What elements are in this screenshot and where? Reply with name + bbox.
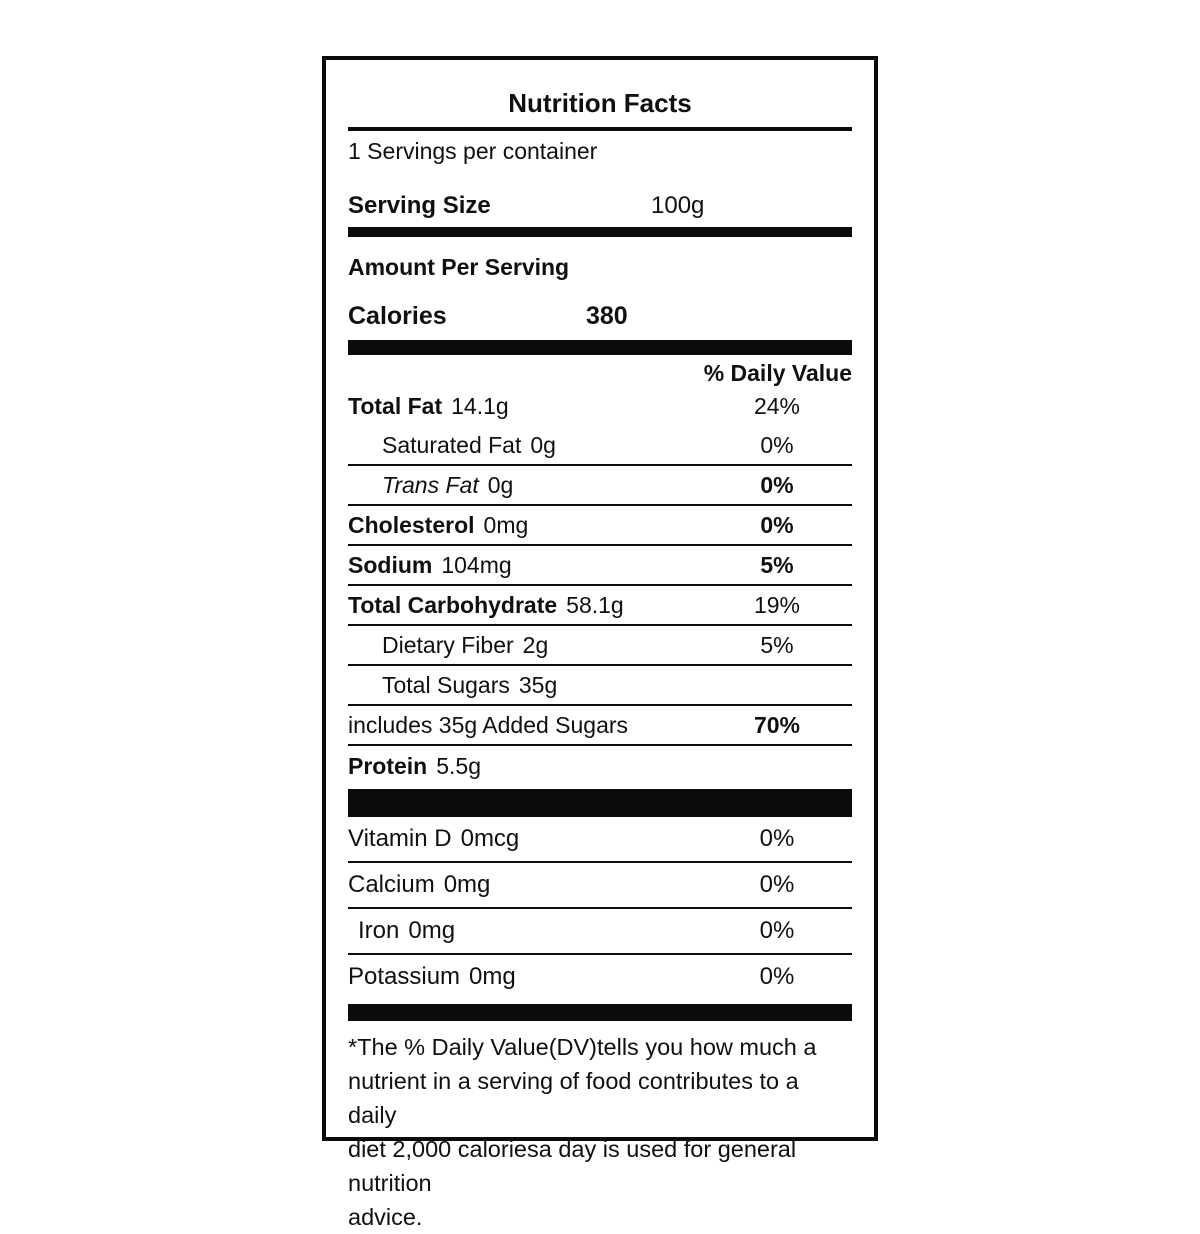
vitamin-percent: 0% [759, 871, 795, 898]
label-title: Nutrition Facts [508, 88, 692, 118]
nutrient-name: Protein [348, 752, 428, 779]
nutrient-percent: 0% [760, 511, 794, 538]
footnote-line: *The % Daily Value(DV)tells you how much a [348, 1034, 817, 1060]
vitamin-percent: 0% [759, 917, 795, 944]
divider-bar-vitamins [348, 1004, 852, 1021]
nutrient-percent: 19% [753, 591, 801, 618]
nutrient-row-sodium [348, 546, 852, 586]
nutrient-amount: 0g [487, 471, 514, 498]
nutrient-row-total-carbohydrate [348, 586, 852, 626]
amount-per-serving-label: Amount Per Serving [348, 254, 570, 280]
vitamin-row-iron [348, 909, 852, 955]
nutrient-row-trans-fat [348, 466, 852, 506]
calories-row [348, 302, 852, 331]
daily-value-footnote [348, 1030, 852, 1234]
nutrient-amount: 2g [522, 631, 549, 658]
serving-size-label: Serving Size [348, 192, 491, 219]
nutrient-name: includes 35g Added Sugars [348, 711, 629, 738]
nutrient-amount: 0mg [483, 511, 529, 538]
nutrient-name: Dietary Fiber [382, 631, 514, 658]
nutrient-percent: 5% [760, 631, 794, 658]
vitamin-row-vitamin-d [348, 817, 852, 863]
nutrient-name: Trans Fat [382, 471, 479, 498]
nutrient-percent: 70% [753, 711, 801, 738]
nutrient-name: Cholesterol [348, 511, 475, 538]
nutrient-row-total-sugars [348, 666, 852, 706]
calories-value: 380 [586, 302, 628, 330]
nutrient-amount: 0g [530, 431, 556, 458]
serving-size-value: 100g [651, 192, 705, 219]
vitamin-name: Vitamin D [348, 825, 452, 852]
vitamin-name: Potassium [348, 963, 461, 990]
servings-per-container: 1 Servings per container [348, 138, 598, 164]
title-divider [348, 127, 852, 131]
nutrient-name: Saturated Fat [382, 431, 522, 458]
divider-bar-protein [348, 789, 852, 817]
vitamin-amount: 0mg [469, 963, 516, 990]
vitamin-row-calcium [348, 863, 852, 909]
divider-bar-calories [348, 340, 852, 355]
nutrient-amount: 58.1g [566, 591, 624, 618]
nutrient-percent: 0% [760, 431, 794, 458]
nutrient-row-protein [348, 746, 852, 786]
nutrient-row-saturated-fat [348, 426, 852, 466]
vitamin-row-potassium [348, 955, 852, 999]
serving-size-row [348, 192, 852, 220]
nutrient-row-dietary-fiber [348, 626, 852, 666]
nutrient-row-total-fat [348, 386, 852, 426]
vitamin-name: Iron [358, 917, 400, 944]
footnote-line: nutrient in a serving of food contributes to a daily [348, 1068, 799, 1128]
footnote-line: diet 2,000 caloriesa day is used for general nutrition [348, 1136, 797, 1196]
nutrition-label [322, 56, 878, 1230]
nutrient-amount: 35g [518, 671, 558, 698]
nutrient-percent: 0% [760, 471, 794, 498]
nutrient-name: Sodium [348, 551, 433, 578]
daily-value-header: % Daily Value [703, 360, 852, 386]
nutrient-percent: 24% [753, 392, 801, 419]
vitamin-amount: 0mg [408, 917, 456, 944]
nutrient-row-added-sugars [348, 706, 852, 746]
divider-bar-serving [348, 227, 852, 237]
nutrient-name: Total Sugars [382, 671, 510, 698]
nutrient-amount: 104mg [441, 551, 512, 578]
vitamin-percent: 0% [759, 963, 795, 990]
vitamin-amount: 0mg [443, 871, 491, 898]
nutrient-row-cholesterol [348, 506, 852, 546]
nutrient-name: Total Carbohydrate [348, 591, 558, 618]
calories-label: Calories [348, 302, 447, 330]
nutrient-amount: 14.1g [451, 392, 509, 419]
footnote-line: advice. [348, 1204, 423, 1230]
vitamin-percent: 0% [759, 825, 795, 852]
nutrient-percent: 5% [760, 551, 794, 578]
vitamin-name: Calcium [348, 871, 435, 898]
vitamin-amount: 0mcg [460, 825, 520, 852]
nutrient-amount: 5.5g [436, 752, 481, 779]
nutrient-name: Total Fat [348, 392, 443, 419]
